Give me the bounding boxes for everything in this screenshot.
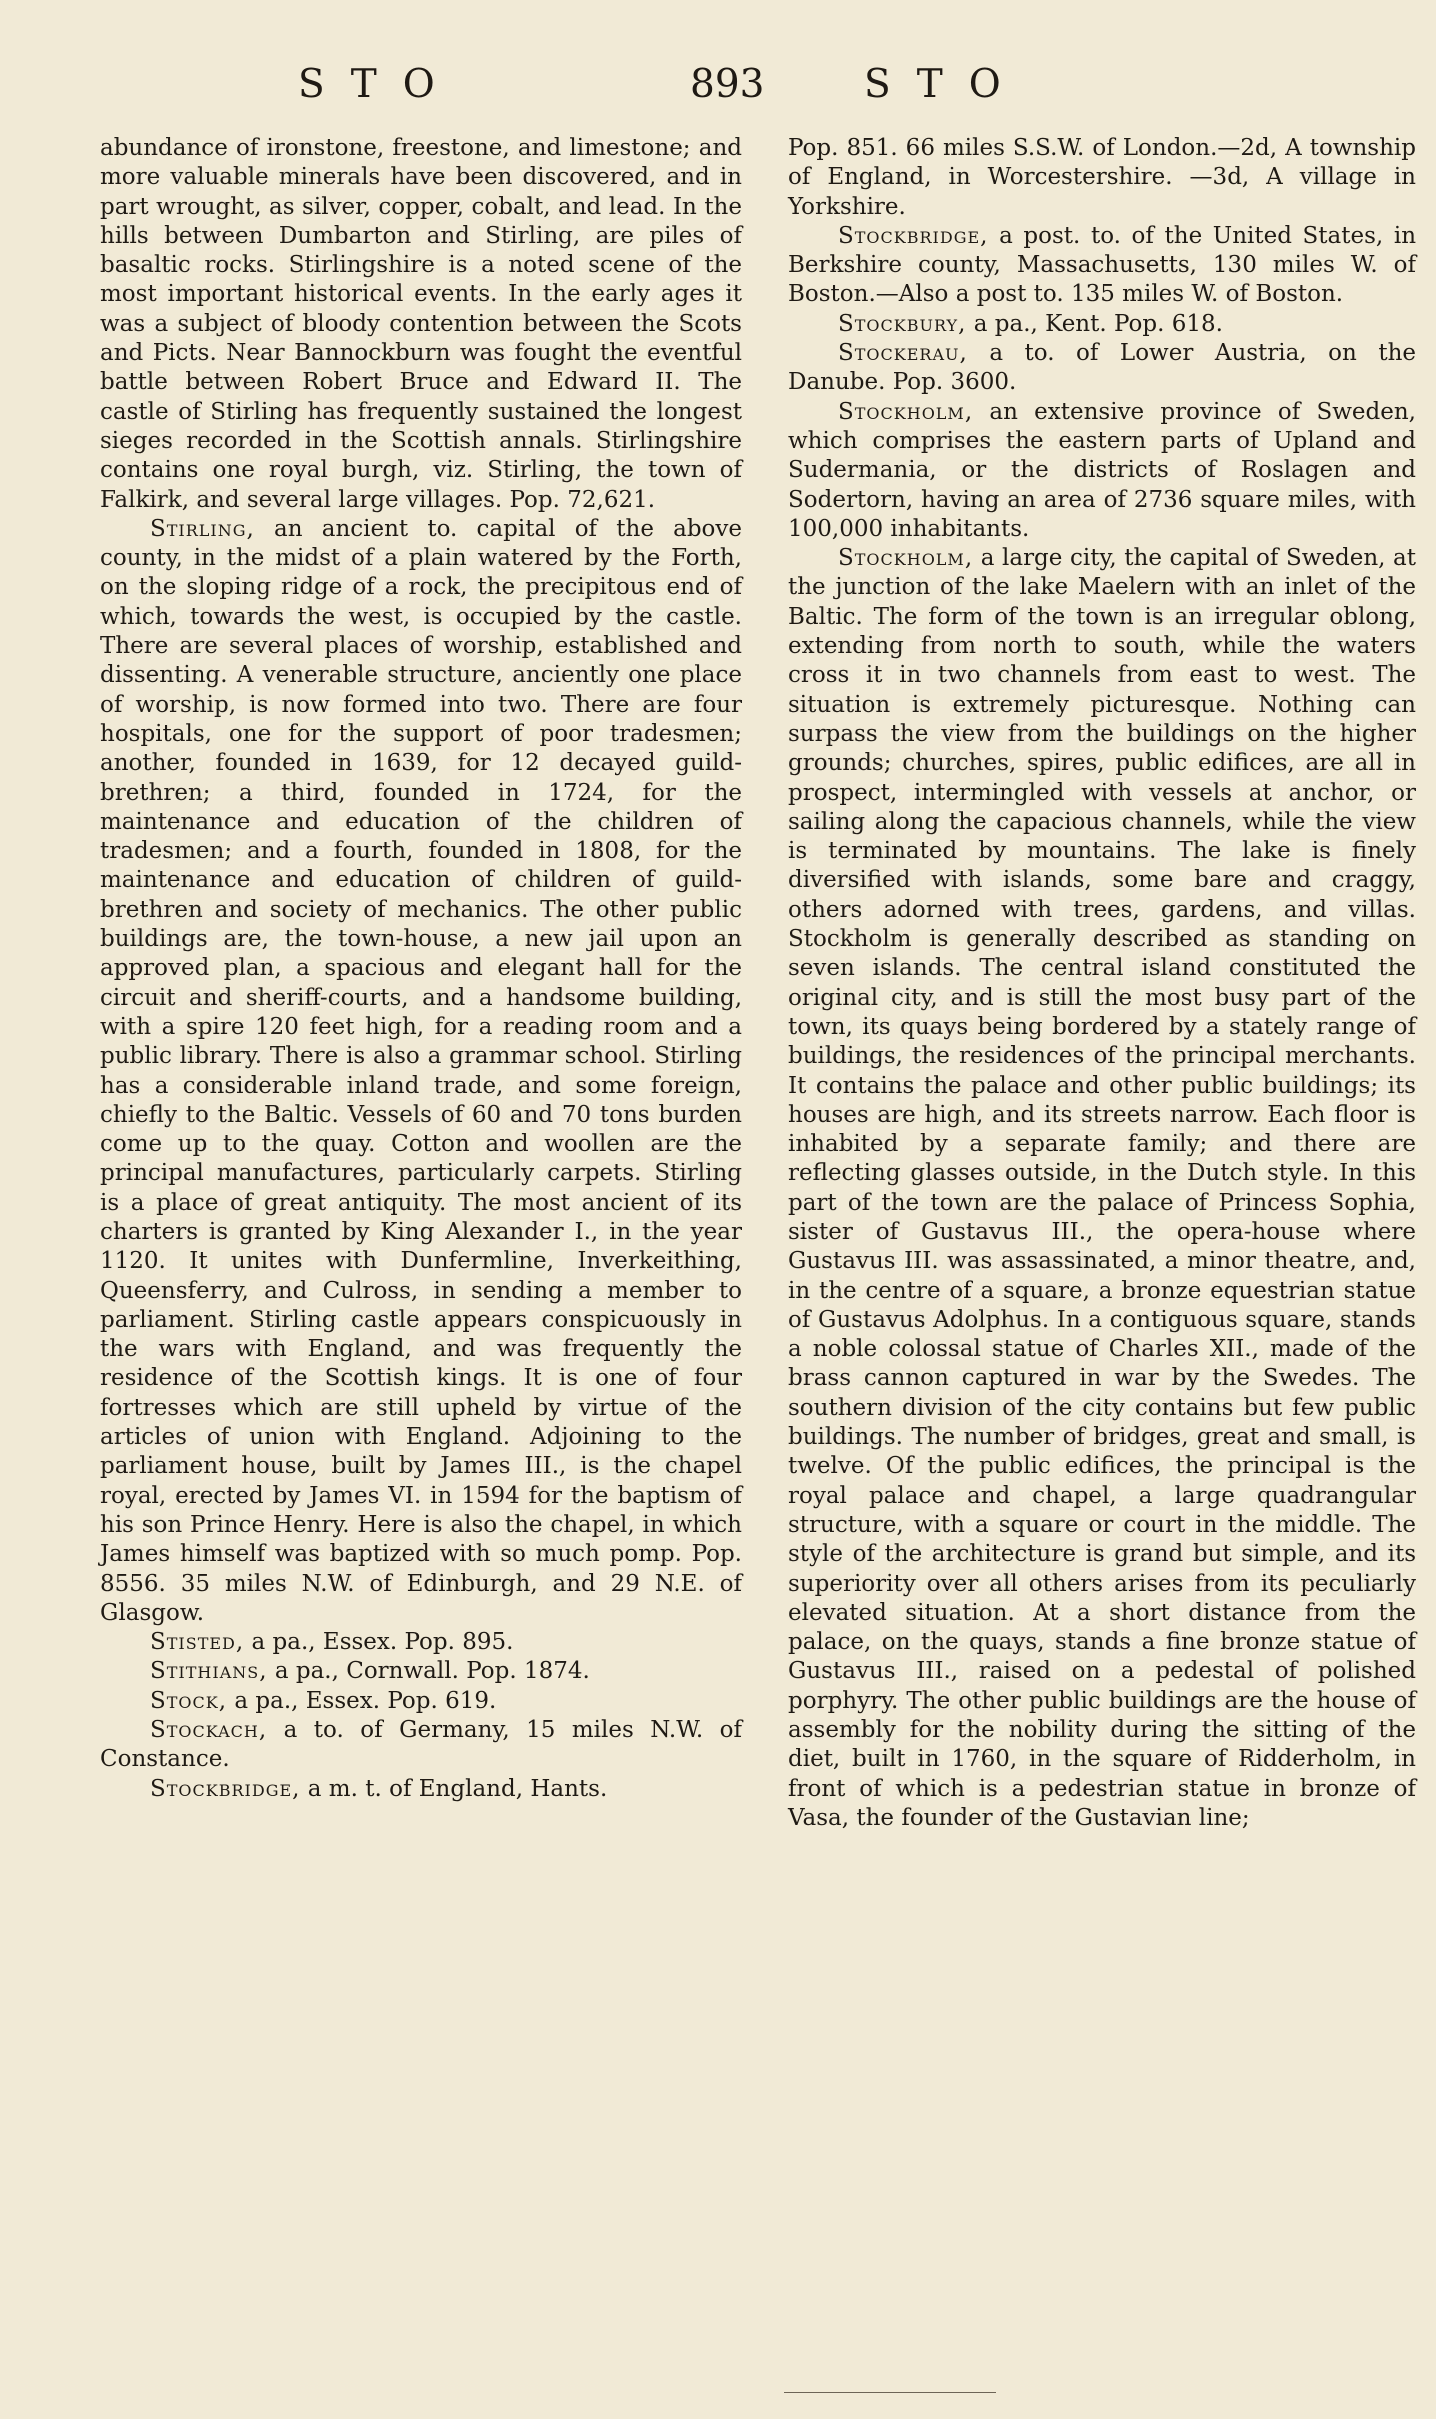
headword: Stockerau,	[838, 340, 968, 367]
entry-stock	[100, 1687, 742, 1716]
headword: Stockbridge,	[150, 1775, 301, 1802]
headword: Stirling,	[150, 515, 255, 542]
entry-text: a large city, the capital of Sweden, at the junction of the lake Maelern with an inlet of the Baltic. The form of the town is an irregular oblong, extending from north to south, while the waters cross it in two channels from east to west. The situation is extremely picturesque. Nothing can surpass the view from the buildings on the higher grounds; churches, spires, public edifices, are all in prospect, intermingled with vessels at anchor, or sailing along the capacious channels, while the view is terminated by mountains. The lake is finely diversified with islands, some bare and craggy, others adorned with trees, gardens, and villas. Stockholm is generally described as standing on seven islands. The central island constituted the original city, and is still the most busy part of the town, its quays being bordered by a stately range of buildings, the residences of the principal merchants. It contains the palace and other public buildings; its houses are high, and its streets narrow. Each floor is inhabited by a separate family; and there are reflecting glasses outside, in the Dutch style. In this part of the town are the palace of Princess Sophia, sister of Gustavus III., the opera-house where Gustavus III. was assassinated, a minor theatre, and, in the centre of a square, a bronze equestrian statue of Gustavus Adolphus. In a contiguous square, stands a noble colossal statue of Charles XII., made of the brass cannon captured in war by the Swedes. The southern division of the city contains but few public buildings. The number of bridges, great and small, is twelve. Of the public edifices, the principal is the royal palace and chapel, a large quadrangular structure, with a square or court in the middle. The style of the architecture is grand but simple, and its superiority over all others arises from its peculiarly elevated situation. At a short distance from the palace, on the quays, stands a fine bronze statue of Gustavus III., raised on a pedestal of polished porphyry. The other public buildings are the house of assembly for the nobility during the sitting of the diet, built in 1760, in the square of Ridderholm, in front of which is a pedestrian statue in bronze of Vasa, the founder of the Gustavian line;	[788, 545, 1417, 1831]
running-header	[0, 62, 1436, 122]
header-right-guide-word: STO	[864, 62, 1027, 107]
header-left-guide-word: STO	[298, 62, 461, 107]
entry-text: a pa., Essex. Pop. 895.	[251, 1629, 514, 1656]
footer-rule	[784, 2392, 996, 2393]
headword: Stock,	[150, 1687, 228, 1714]
headword: Stockach,	[150, 1717, 268, 1744]
entry-text: an ancient to. capital of the above county, in the midst of a plain watered by the Forth, on the sloping ridge of a rock, the precipitous end of which, towards the west, is occupied by the castle. There are several places of worship, established and dissenting. A venerable structure, anciently one place of worship, is now formed into two. There are four hospitals, one for the support of poor tradesmen; another, founded in 1639, for 12 decayed guild-brethren; a third, founded in 1724, for the maintenance and education of the children of tradesmen; and a fourth, founded in 1808, for the maintenance and education of children of guild-brethren and society of mechanics. The other public buildings are, the town-house, a new jail upon an approved plan, a spacious and elegant hall for the circuit and sheriff-courts, and a handsome building, with a spire 120 feet high, for a reading room and a public library. There is also a grammar school. Stirling has a considerable inland trade, and some foreign, chiefly to the Baltic. Vessels of 60 and 70 tons burden come up to the quay. Cotton and woollen are the principal manufactures, particularly carpets. Stirling is a place of great antiquity. The most ancient of its charters is granted by King Alexander I., in the year 1120. It unites with Dunfermline, Inverkeithing, Queensferry, and Culross, in sending a member to parliament. Stirling castle appears conspicuously in the wars with England, and was frequently the residence of the Scottish kings. It is one of four fortresses which are still upheld by virtue of the articles of union with England. Adjoining to the parliament house, built by James III., is the chapel royal, erected by James VI. in 1594 for the baptism of his son Prince Henry. Here is also the chapel, in which James himself was baptized with so much pomp. Pop. 8556. 35 miles N.W. of Edinburgh, and 29 N.E. of Glasgow.	[100, 515, 742, 1626]
entry-text: a pa., Essex. Pop. 619.	[234, 1687, 497, 1714]
entry-continuation-stockbridge: Pop. 851. 66 miles S.S.W. of London.—2d, A township of England, in Worcestershire. —3d, A village in Yorkshire.	[788, 135, 1416, 220]
headword: Stithians,	[150, 1658, 268, 1685]
entry-stockholm-city	[788, 544, 1416, 1833]
headword: Stockholm,	[838, 398, 974, 425]
entry-stockbridge-hants	[100, 1775, 742, 1804]
entry-continuation-stirlingshire: abundance of ironstone, freestone, and limestone; and more valuable minerals have been discovered, and in part wrought, as silver, copper, cobalt, and lead. In the hills between Dumbarton and Stirling, are piles of basaltic rocks. Stirlingshire is a noted scene of the most important historical events. In the early ages it was a subject of bloody contention between the Scots and Picts. Near Bannockburn was fought the eventful battle between Robert Bruce and Edward II. The castle of Stirling has frequently sustained the longest sieges recorded in the Scottish annals. Stirlingshire contains one royal burgh, viz. Stirling, the town of Falkirk, and several large villages. Pop. 72,621.	[100, 135, 742, 513]
entry-text: a m. t. of England, Hants.	[307, 1775, 608, 1802]
entry-text: a post. to. of the United States, in Berkshire county, Massachusetts, 130 miles W. of Boston.—Also a post to. 135 miles W. of Boston.	[788, 222, 1417, 308]
entry-stockholm-province	[788, 398, 1416, 544]
headword: Stockbridge,	[838, 222, 989, 249]
entry-text: a to. of Lower Austria, on the Danube. Pop. 3600.	[788, 340, 1417, 396]
entry-text: a pa., Cornwall. Pop. 1874.	[274, 1658, 590, 1685]
entry-stockerau	[788, 339, 1416, 398]
headword: Stockbury,	[838, 310, 967, 337]
entry-text: an extensive province of Sweden, which comprises the eastern parts of Upland and Sudermania, or the districts of Roslagen and Sodertorn, having an area of 2736 square miles, with 100,000 inhabitants.	[788, 398, 1416, 542]
entry-stockbury	[788, 310, 1416, 339]
page-number: 893	[690, 62, 765, 107]
entry-stockach	[100, 1716, 742, 1775]
entry-stisted	[100, 1628, 742, 1657]
right-column	[788, 134, 1416, 1833]
entry-stockbridge-us	[788, 222, 1416, 310]
left-column	[100, 134, 742, 1804]
entry-text: a to. of Germany, 15 miles N.W. of Constance.	[100, 1717, 742, 1773]
entry-text: a pa., Kent. Pop. 618.	[973, 310, 1223, 337]
entry-stithians	[100, 1657, 742, 1686]
headword: Stockholm,	[838, 545, 974, 572]
headword: Stisted,	[150, 1629, 245, 1656]
entry-stirling	[100, 515, 742, 1628]
